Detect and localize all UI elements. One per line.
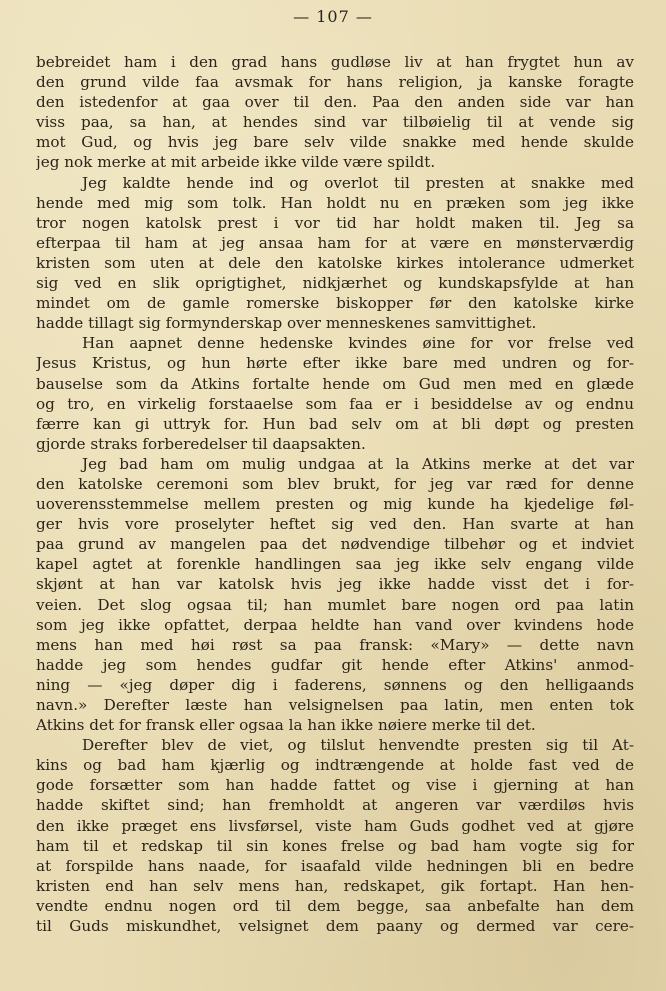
text-line: navn.» Derefter læste han velsignelsen paa latin, men enten tok bbox=[36, 696, 634, 714]
paragraph bbox=[36, 173, 634, 334]
paragraph bbox=[36, 454, 634, 735]
text-line: gjorde straks forberedelser til daapsakten. bbox=[36, 434, 366, 453]
text-line: skjønt at han var katolsk hvis jeg ikke hadde visst det i for- bbox=[36, 575, 634, 594]
paragraph bbox=[36, 52, 634, 173]
text-line: at forspilde hans naade, for isaafald vilde hedningen bli en bedre bbox=[36, 856, 634, 875]
text-line: mens han med høi røst sa paa fransk: «Mary» — dette navn bbox=[36, 635, 634, 654]
text-line: veien. Det slog ogsaa til; han mumlet bare nogen ord paa latin bbox=[36, 595, 634, 614]
text-line: og tro, en virkelig forstaaelse som faa er i besiddelse av og endnu bbox=[36, 394, 634, 413]
text-line: kristen end han selv mens han, redskapet, gik fortapt. Han hen- bbox=[36, 876, 634, 895]
text-line: Jesus Kristus, og hun hørte efter ikke bare med undren og for- bbox=[36, 354, 634, 373]
body-text bbox=[36, 52, 634, 936]
text-line: til Guds miskundhet, velsignet dem paany og dermed var cere- bbox=[36, 917, 634, 936]
text-line: viss paa, sa han, at hendes sind var tilbøielig til at vende sig bbox=[36, 113, 634, 132]
text-line: Han aapnet denne hedenske kvindes øine for vor frelse ved bbox=[82, 334, 634, 353]
page-number: — 107 — bbox=[293, 7, 373, 26]
text-line: vendte endnu nogen ord til dem begge, saa anbefalte han dem bbox=[36, 896, 634, 915]
text-line: hadde tillagt sig formynderskap over menneskenes samvittighet. bbox=[36, 314, 537, 333]
text-line: ger hvis vore proselyter heftet sig ved den. Han svarte at han bbox=[36, 515, 634, 534]
text-line: kristen som uten at dele den katolske kirkes intolerance udmerket bbox=[36, 253, 634, 272]
text-line: efterpaa til ham at jeg ansaa ham for at være en mønsterværdig bbox=[36, 233, 634, 252]
text-line: sig ved en slik oprigtighet, nidkjærhet og kundskapsfylde at han bbox=[36, 274, 634, 293]
text-line: bebreidet ham i den grad hans gudløse liv at han frygtet hun av bbox=[36, 53, 634, 71]
text-line: Atkins det for fransk eller ogsaa la han ikke nøiere merke til det. bbox=[36, 716, 536, 735]
text-line: tror nogen katolsk prest i vor tid har holdt maken til. Jeg sa bbox=[36, 213, 634, 232]
text-line: kapel agtet at forenkle handlingen saa jeg ikke selv engang vilde bbox=[36, 555, 634, 574]
text-line: mindet om de gamle romerske biskopper før den katolske kirke bbox=[36, 294, 634, 313]
text-line: Jeg bad ham om mulig undgaa at la Atkins merke at det var bbox=[82, 454, 634, 473]
text-line: Jeg kaldte hende ind og overlot til presten at snakke med bbox=[82, 173, 634, 192]
paragraph bbox=[36, 735, 634, 936]
text-line: hadde skiftet sind; han fremholdt at angeren var værdiløs hvis bbox=[36, 796, 634, 815]
text-line: bauselse som da Atkins fortalte hende om Gud men med en glæde bbox=[36, 374, 634, 393]
text-line: paa grund av mangelen paa det nødvendige tilbehør og et indviet bbox=[36, 535, 634, 554]
text-line: den istedenfor at gaa over til den. Paa den anden side var han bbox=[36, 93, 634, 112]
text-line: ning — «jeg døper dig i faderens, sønnens og den helligaands bbox=[36, 675, 634, 694]
text-line: ham til et redskap til sin kones frelse og bad ham vogte sig for bbox=[36, 836, 634, 855]
text-line: gode forsætter som han hadde fattet og vise i gjerning at han bbox=[36, 776, 634, 795]
text-line: hadde jeg som hendes gudfar git hende efter Atkins' anmod- bbox=[36, 655, 634, 674]
text-line: mot Gud, og hvis jeg bare selv vilde snakke med hende skulde bbox=[36, 133, 634, 152]
text-line: den ikke præget ens livsførsel, viste ham Guds godhet ved at gjøre bbox=[36, 816, 634, 835]
text-line: Derefter blev de viet, og tilslut henvendte presten sig til At- bbox=[82, 736, 634, 755]
text-line: uoverensstemmelse mellem presten og mig kunde ha kjedelige føl- bbox=[36, 495, 634, 514]
text-line: den grund vilde faa avsmak for hans religion, ja kanske foragte bbox=[36, 73, 634, 92]
text-line: jeg nok merke at mit arbeide ikke vilde være spildt. bbox=[36, 153, 436, 172]
text-line: kins og bad ham kjærlig og indtrængende at holde fast ved de bbox=[36, 756, 634, 775]
paragraph bbox=[36, 333, 634, 454]
text-line: som jeg ikke opfattet, derpaa heldte han vand over kvindens hode bbox=[36, 615, 634, 634]
text-line: hende med mig som tolk. Han holdt nu en præken som jeg ikke bbox=[36, 193, 634, 212]
text-line: den katolske ceremoni som blev brukt, for jeg var ræd for denne bbox=[36, 474, 634, 493]
text-line: færre kan gi uttryk for. Hun bad selv om at bli døpt og presten bbox=[36, 414, 634, 433]
